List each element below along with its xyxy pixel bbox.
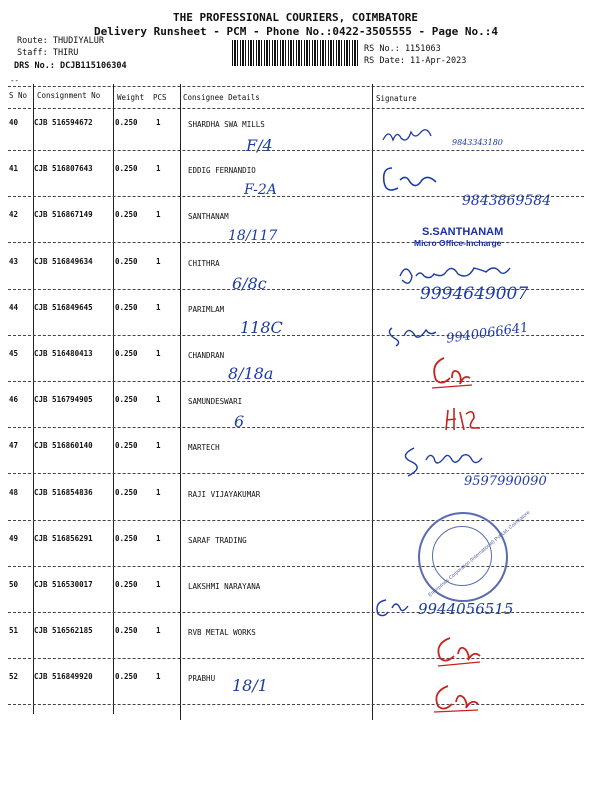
signature-44-icon: [384, 318, 444, 348]
row-sno: 48: [9, 487, 19, 497]
row-sno: 50: [9, 580, 19, 589]
corner-mark: --: [10, 76, 20, 85]
row-separator: [8, 704, 584, 705]
door-no-44: 118C: [240, 318, 283, 337]
row-pcs: 1: [156, 118, 161, 127]
row-pcs: 1: [156, 487, 161, 497]
row-consignee: LAKSHMI NARAYANA: [188, 582, 261, 591]
row-weight: 0.250: [115, 302, 138, 312]
row-pcs: 1: [156, 533, 161, 543]
row-weight: 0.250: [115, 626, 138, 636]
signature-47-icon: [396, 442, 496, 478]
row-pcs: 1: [156, 164, 161, 174]
red-mark-46-icon: [440, 400, 480, 436]
row-consignee: MARTECH: [188, 443, 220, 453]
row-weight: 0.250: [115, 210, 138, 220]
phone-44: 9940066641: [445, 320, 530, 347]
col-weight: Weight: [117, 93, 145, 102]
row-weight: 0.250: [115, 349, 138, 358]
row-separator: [8, 520, 584, 521]
row-sno: 43: [9, 256, 19, 266]
vrule-2: [113, 84, 114, 714]
row-consignment-no: CJB 516562185: [34, 626, 93, 636]
row-consignee: SARAF TRADING: [188, 535, 247, 545]
stamp-role: Micro Office-Incharge: [414, 238, 502, 248]
row-pcs: 1: [156, 441, 161, 451]
row-separator: [8, 381, 584, 382]
rs-number: RS No.: 1151063: [364, 44, 441, 54]
red-mark-45-icon: [426, 350, 476, 390]
row-separator: [8, 658, 584, 659]
row-pcs: 1: [156, 302, 161, 312]
header-bottom-rule: [8, 108, 584, 109]
door-no-41: F-2A: [244, 182, 277, 198]
red-mark-52-icon: [428, 680, 484, 716]
stamp-name: S.SANTHANAM: [422, 226, 504, 238]
row-pcs: 1: [156, 672, 161, 682]
rs-date: RS Date: 11-Apr-2023: [364, 56, 467, 66]
row-sno: 42: [9, 210, 19, 220]
row-sno: 40: [9, 118, 19, 127]
row-consignee: RVB METAL WORKS: [188, 628, 256, 638]
header-top-rule: [8, 86, 584, 87]
row-consignment-no: CJB 516594672: [34, 118, 93, 127]
seal-text: Enterprises Corporation (International) Pvt Ltd, Coimbatore: [427, 509, 532, 599]
row-weight: 0.250: [115, 395, 138, 405]
signature-41-icon: [378, 160, 448, 200]
col-sno: S No: [9, 91, 28, 100]
row-consignment-no: CJB 516849645: [34, 302, 93, 312]
door-no-46: 6: [234, 412, 245, 431]
row-sno: 41: [9, 164, 19, 174]
row-weight: 0.250: [115, 672, 138, 682]
vrule-4: [372, 84, 373, 720]
phone-41: 9843869584: [462, 193, 552, 209]
row-consignment-no: CJB 516867149: [34, 210, 93, 220]
row-sno: 52: [9, 672, 19, 682]
phone-47: 9597990090: [464, 474, 547, 489]
row-separator: [8, 427, 584, 428]
row-consignment-no: CJB 516807643: [34, 164, 93, 174]
row-weight: 0.250: [115, 487, 138, 497]
row-consignee: SAMUNDESWARI: [188, 397, 243, 407]
row-weight: 0.250: [115, 256, 138, 266]
row-sno: 51: [9, 626, 19, 636]
door-no-43: 6/8c: [232, 274, 267, 293]
runsheet-title: Delivery Runsheet - PCM - Phone No.:0422-3505555 - Page No.:4: [94, 25, 498, 38]
phone-43: 9994649007: [420, 284, 529, 304]
route-label: Route: THUDIYALUR: [17, 36, 104, 46]
row-consignee: PRABHU: [188, 674, 216, 684]
row-consignment-no: CJB 516530017: [34, 580, 93, 589]
row-sno: 46: [9, 395, 19, 405]
door-no-52: 18/1: [232, 676, 268, 695]
col-signature: Signature: [376, 94, 417, 103]
red-mark-51-icon: [430, 632, 486, 668]
row-consignment-no: CJB 516854836: [34, 487, 93, 497]
row-consignee: SANTHANAM: [188, 212, 229, 222]
vrule-3: [180, 84, 181, 720]
row-consignment-no: CJB 516480413: [34, 349, 93, 358]
row-consignment-no: CJB 516794905: [34, 395, 93, 405]
signature-50-icon: [372, 596, 422, 620]
row-sno: 44: [9, 302, 19, 312]
phone-50: 9944056515: [418, 600, 514, 618]
row-consignee: SHARDHA SWA MILLS: [188, 120, 265, 129]
door-no-42: 18/117: [228, 228, 278, 244]
row-consignee: CHITHRA: [188, 258, 220, 268]
row-weight: 0.250: [115, 580, 138, 589]
row-consignment-no: CJB 516860140: [34, 441, 93, 451]
row-weight: 0.250: [115, 533, 138, 543]
row-sno: 45: [9, 349, 19, 358]
row-consignment-no: CJB 516849920: [34, 672, 93, 682]
row-separator: [8, 150, 584, 151]
col-consignee: Consignee Details: [183, 93, 260, 102]
row-consignee: EDDIG FERNANDIO: [188, 166, 256, 176]
col-consignment: Consignment No: [37, 91, 101, 100]
drs-number: DRS No.: DCJB115106304: [14, 61, 127, 71]
row-weight: 0.250: [115, 164, 138, 174]
row-pcs: 1: [156, 580, 161, 589]
row-consignment-no: CJB 516849634: [34, 256, 93, 266]
row-pcs: 1: [156, 395, 161, 405]
row-pcs: 1: [156, 349, 161, 358]
row-pcs: 1: [156, 626, 161, 636]
row-weight: 0.250: [115, 118, 138, 127]
row-consignee: CHANDRAN: [188, 351, 225, 360]
company-name: THE PROFESSIONAL COURIERS, COIMBATORE: [173, 11, 419, 24]
row-consignee: PARIMLAM: [188, 304, 225, 314]
row-sno: 49: [9, 533, 19, 543]
signature-40-icon: [380, 124, 450, 148]
barcode: [232, 40, 360, 66]
phone-40: 9843343180: [452, 138, 503, 147]
company-seal-inner: [432, 526, 492, 586]
col-pcs: PCS: [153, 93, 167, 102]
row-sno: 47: [9, 441, 19, 451]
door-no-45: 8/18a: [228, 364, 274, 383]
row-consignment-no: CJB 516856291: [34, 533, 93, 543]
row-weight: 0.250: [115, 441, 138, 451]
row-pcs: 1: [156, 256, 161, 266]
staff-label: Staff: THIRU: [17, 48, 79, 58]
row-consignee: RAJI VIJAYAKUMAR: [188, 489, 261, 499]
row-pcs: 1: [156, 210, 161, 220]
door-no-40: F/4: [246, 136, 273, 155]
